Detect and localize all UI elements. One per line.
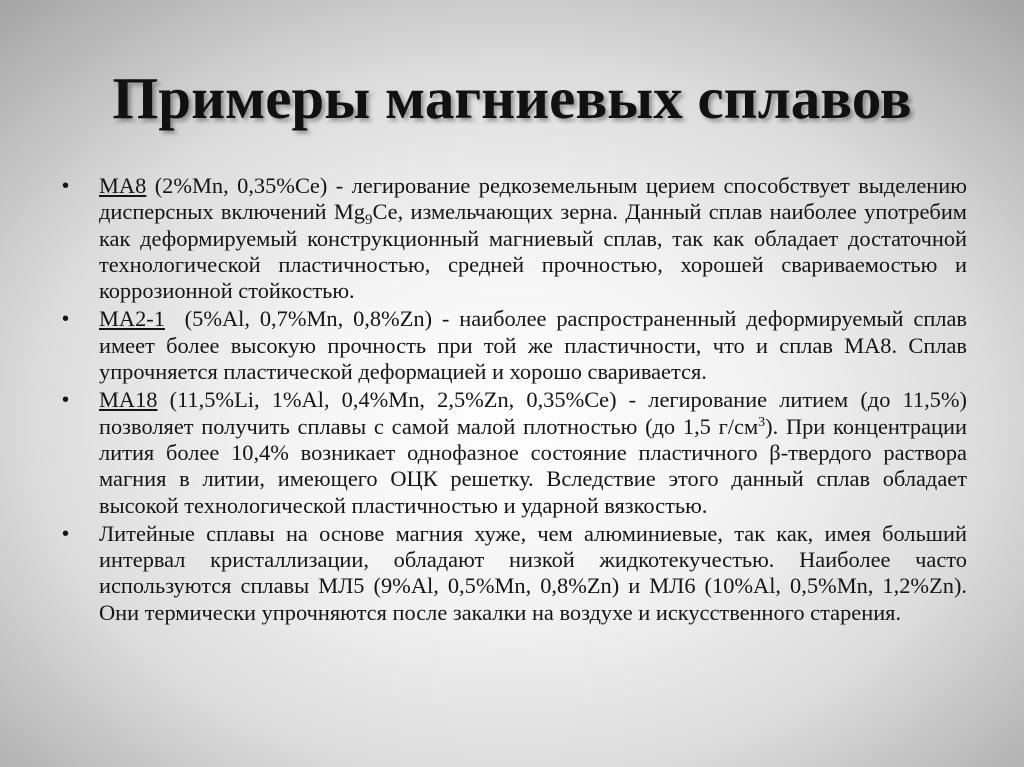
bullet-item-ma8 [62, 173, 967, 304]
bullet-icon: • [62, 308, 70, 331]
item-text: Се, измельчающих зерна. Данный сплав наиболее употребим как деформируемый конструкционный магниевый сплав, так как обладает достаточной технологической пластичностью, средней прочностью, хорошей свариваемостью и коррозионной стойкостью. [99, 199, 967, 304]
bullet-icon: • [62, 389, 70, 412]
bullet-list [62, 173, 973, 628]
bullet-icon: • [62, 522, 70, 545]
item-text: (2%Mn, 0,35%Ce) - легирование редкоземельным церием способствует выделению дисперсных включений Mg [99, 173, 967, 225]
alloy-link-ma2-1[interactable]: МА2-1 [99, 306, 165, 332]
alloy-link-ma18[interactable]: МА18 [99, 387, 158, 413]
subscript: 9 [364, 212, 373, 229]
bullet-item-cast-alloys [62, 521, 967, 626]
slide-title: Примеры магниевых сплавов [112, 65, 912, 131]
item-text: ). При концентрации лития более 10,4% возникает однофазное состояние пластичного β-твердого раствора магния в литии, имеющего ОЦК решетку. Вследствие этого данный сплав обладает высокой технологической пластичностью и ударной вязкостью. [99, 413, 967, 518]
bullet-item-ma18 [62, 387, 967, 518]
item-text: (5%Al, 0,7%Mn, 0,8%Zn) - наиболее распространенный деформируемый сплав имеет более высокую прочность при той же пластичности, что и сплав МА8. Сплав упрочняется пластической деформацией и хорошо сваривается. [99, 306, 973, 385]
item-text: (11,5%Li, 1%Al, 0,4%Mn, 2,5%Zn, 0,35%Ce) - легирование литием (до 11,5%) позволяет получить сплавы с самой малой плотностью (до 1,5 г/см [99, 387, 967, 439]
superscript: 3 [758, 414, 766, 430]
item-text: Литейные сплавы на основе магния хуже, чем алюминиевые, так как, имея больший интервал кристаллизации, обладают низкой жидкотекучестью. Наиболее часто используются сплавы МЛ5 (9%Al, 0,5%Mn, 0,8%Zn) и МЛ6 (10%Al, 0,5%Mn, 1,2%Zn). Они термически упрочняются после закалки на воздухе и искусственного старения. [99, 520, 967, 625]
alloy-link-ma8[interactable]: МА8 [99, 173, 147, 198]
bullet-item-ma2-1 [62, 306, 973, 385]
bullet-icon: • [62, 175, 70, 197]
